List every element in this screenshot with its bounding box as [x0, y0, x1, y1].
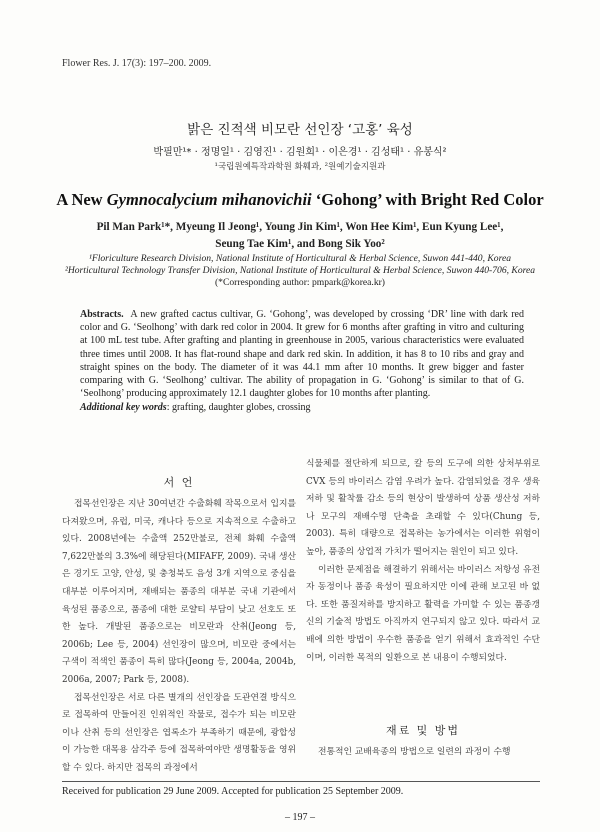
abstract-label: Abstracts.: [80, 309, 124, 320]
abstract-text: A new grafted cactus cultivar, G. ‘Gohong’, was developed by crossing ‘DR’ line with dark red color and G. ‘Seolhong’ with dark red color in 2004. It grew for 6 months after grafting in vitro and culturing at 100 mL test tube. After grafting and planting in greenhouse in 2005, various characteristics were evaluated three times until 2008. It has flat-round shape and dark red skin. In addition, it has 8 to 10 ribs and gray and straight spines on the body. The diameter of it was 44.1 mm after 10 months. It grew bigger and faster comparing with G. ‘Seolhong’ cultivar. The ability of propagation in G. ‘Gohong’ is similar to that of G. ‘Seolhong’ producing approximately 12.1 daughter globes for 10 months after planting.: [80, 309, 524, 400]
section-heading-intro: 서 언: [163, 476, 195, 489]
right-column: [306, 456, 540, 667]
right-column-continued: [306, 744, 540, 762]
keywords-label: Additional key words: [80, 402, 167, 413]
paragraph: 접목선인장은 서로 다른 별개의 선인장을 도관연결 방식으로 접목하여 만들어진 인위적인 작물로, 접수가 되는 비모란이나 산취 등의 선인장은 엽록소가 부족하기 때문에, 광합성이 가능한 대목용 삼각주 등에 접목하여야만 생명활동을 영위할 수 있다. 하지만 접목의 과정에서: [62, 692, 296, 773]
korean-title: 밝은 진적색 비모란 선인장 ‘고홍’ 육성: [187, 122, 413, 138]
left-column: [62, 496, 296, 778]
paragraph: 식물체를 절단하게 되므로, 칼 등의 도구에 의한 상처부위로 CVX 등의 바이러스 감염 우려가 높다. 감염되었을 경우 생육저하 및 활착률 감소 등의 현상이 발생하여 상품 생산성 저하나 모구의 재배수명 단축을 초래할 수 있다(Chung 등, 2003). 특히 대량으로 접목하는 농가에서는 이러한 위험이 높아, 품종의 상업적 가치가 떨어지는 원인이 되고 있다.: [306, 459, 540, 557]
affiliation-2: ²Horticultural Technology Transfer Division, National Institute of Horticultural & Herbal Science, Suwon 440-706, Korea: [64, 265, 536, 276]
korean-authors: 박필만¹* · 정명일¹ · 김영진¹ · 김원희¹ · 이은경¹ · 김성태¹ · 유봉식²: [153, 147, 447, 158]
footnote-rule: [62, 781, 540, 782]
english-authors: Pil Man Park¹*, Myeung Il Jeong¹, Young Jin Kim¹, Won Hee Kim¹, Eun Kyung Lee¹, Seung Tae Kim¹, and Bong Sik Yoo²: [96, 221, 504, 250]
paragraph: 이러한 문제점을 해결하기 위해서는 바이러스 저항성 유전자 동정이나 품종 육성이 필요하지만 이에 관해 보고된 바 없다. 또한 품질저하를 방지하고 활력을 가미할 수 있는 품종갱신의 기술적 방법도 아직까지 연구되지 않고 있다. 따라서 교배에 의한 방법이 우수한 품종을 얻기 위해서 효과적인 수단이며, 이러한 목적의 일환으로 본 내용이 수행되었다.: [306, 564, 540, 663]
corresponding-author: (*Corresponding author: pmpark@korea.kr): [214, 277, 386, 288]
korean-affiliation: ¹국립원예특작과학원 화훼과, ²원예기술지원과: [214, 162, 386, 172]
page-number: – 197 –: [285, 812, 315, 823]
english-title: A New Gymnocalycium mihanovichii ‘Gohong’ with Bright Red Color: [56, 190, 544, 209]
section-heading-methods: 재료 및 방법: [385, 724, 461, 737]
received-note: Received for publication 29 June 2009. Accepted for publication 25 September 2009.: [62, 786, 404, 797]
paragraph: 전통적인 교배육종의 방법으로 일련의 과정이 수행: [318, 747, 511, 757]
journal-reference: Flower Res. J. 17(3): 197–200. 2009.: [62, 58, 212, 69]
paragraph: 접목선인장은 지난 30여년간 수출화훼 작목으로서 입지를 다져왔으며, 유럽, 미국, 캐나다 등으로 지속적으로 수출하고 있다. 2008년에는 수출액 252만불로, 전체 화훼 수출액 7,622만불의 3.3%에 해당된다(MIFAFF, 2009). 국내 생산은 경기도 고양, 안성, 및 충청북도 음성 3개 지역으로 중심을 대부분 이루어지며, 재배되는 품종의 대부분 국내 기관에서 육성된 품종으로, 품종에 대한 로얄티 부담이 낮고 선호도 또한 높다. 개발된 품종으로는 비모란과 산취(Jeong 등, 2006b; Lee 등, 2004) 선인장이 많으며, 비모란 중에서는 구색이 적색인 품종이 특히 많다(Jeong 등, 2004a, 2004b, 2006a, 2007; Park 등, 2008).: [62, 499, 296, 685]
affiliation-1: ¹Floriculture Research Division, National Institute of Horticultural & Herbal Science, Suwon 441-440, Korea: [88, 253, 512, 264]
keywords-text: : grafting, daughter globes, crossing: [166, 402, 311, 413]
abstract: [80, 308, 524, 400]
keywords: [80, 402, 524, 413]
